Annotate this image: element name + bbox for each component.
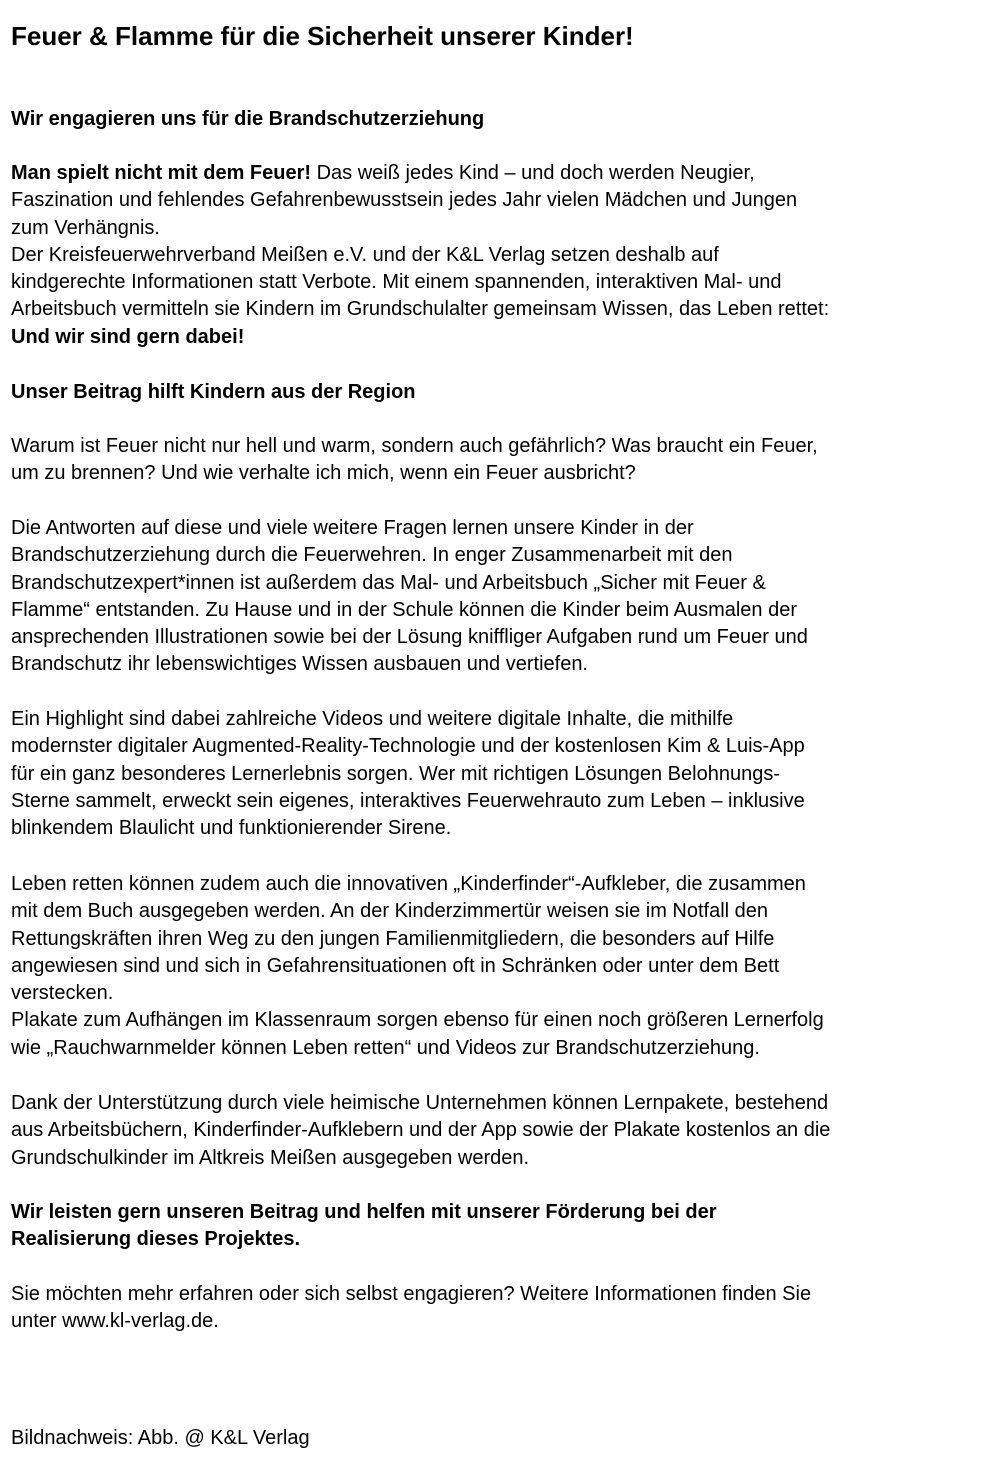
text-line: Die Antworten auf diese und viele weitere Fragen lernen unsere Kinder in der [11, 517, 694, 539]
closing-statement [11, 1199, 996, 1254]
intro-lead-bold: Man spielt nicht mit dem Feuer! [11, 162, 312, 184]
intro-line-3: zum Verhängnis. [11, 216, 160, 239]
paragraph-answers [11, 515, 996, 679]
text-line: Sterne sammelt, erweckt sein eigenes, interaktives Feuerwehrauto zum Leben – inklusive [11, 789, 805, 812]
text-line: Brandschutzerziehung durch die Feuerwehren. In enger Zusammenarbeit mit den [11, 544, 733, 567]
intro-paragraph [11, 160, 996, 351]
text-line: Brandschutzexpert*innen ist außerdem das Mal- und Arbeitsbuch „Sicher mit Feuer & [11, 571, 766, 594]
text-line: um zu brennen? Und wie verhalte ich mich, wenn ein Feuer ausbricht? [11, 462, 636, 485]
paragraph-highlight [11, 706, 996, 842]
section-heading-region: Unser Beitrag hilft Kindern aus der Region [11, 381, 416, 403]
paragraph-questions [11, 433, 996, 488]
text-line: Dank der Unterstützung durch viele heimische Unternehmen können Lernpakete, bestehend [11, 1092, 829, 1114]
paragraph-support [11, 1090, 996, 1172]
text-line: ansprechenden Illustrationen sowie bei der Lösung kniffliger Aufgaben rund um Feuer und [11, 626, 808, 649]
text-line: für ein ganz besonderes Lernerlebnis sorgen. Wer mit richtigen Lösungen Belohnungs- [11, 762, 780, 785]
page-title: Feuer & Flamme für die Sicherheit unserer Kinder! [11, 21, 634, 51]
intro-line-5: kindgerechte Informationen statt Verbote. Mit einem spannenden, interaktiven Mal- und [11, 271, 782, 294]
text-line: unter www.kl-verlag.de. [11, 1310, 219, 1333]
text-line: Grundschulkinder im Altkreis Meißen ausgegeben werden. [11, 1146, 530, 1169]
text-line: modernster digitaler Augmented-Reality-Technologie und der kostenlosen Kim & Luis-App [11, 735, 805, 758]
section-heading-brandschutz: Wir engagieren uns für die Brandschutzerziehung [11, 108, 485, 130]
intro-closing-bold: Und wir sind gern dabei! [11, 325, 245, 348]
intro-line-4: Der Kreisfeuerwehrverband Meißen e.V. und der K&L Verlag setzen deshalb auf [11, 243, 719, 266]
text-line: Realisierung dieses Projektes. [11, 1228, 301, 1251]
text-line: wie „Rauchwarnmelder können Leben retten“ und Videos zur Brandschutzerziehung. [11, 1036, 760, 1059]
text-line: Rettungskräften ihren Weg zu den jungen Familienmitgliedern, die besonders auf Hilfe [11, 927, 775, 950]
text-line: Brandschutz ihr lebenswichtiges Wissen ausbauen und vertiefen. [11, 653, 588, 676]
intro-line-1 [11, 160, 996, 187]
text-line: Sie möchten mehr erfahren oder sich selbst engagieren? Weitere Informationen finden Sie [11, 1283, 812, 1305]
text-line: Leben retten können zudem auch die innovativen „Kinderfinder“-Aufkleber, die zusammen [11, 873, 806, 895]
image-credit: Bildnachweis: Abb. @ K&L Verlag [11, 1427, 310, 1449]
text-line: verstecken. [11, 982, 114, 1005]
text-line: Wir leisten gern unseren Beitrag und helfen mit unserer Förderung bei der [11, 1201, 717, 1223]
paragraph-stickers [11, 871, 996, 1062]
text-line: angewiesen sind und sich in Gefahrensituationen oft in Schränken oder unter dem Bett [11, 954, 780, 977]
text-line: Warum ist Feuer nicht nur hell und warm, sondern auch gefährlich? Was braucht ein Feuer, [11, 435, 818, 457]
paragraph-info [11, 1281, 996, 1336]
text-line: mit dem Buch ausgegeben werden. An der Kinderzimmertür weisen sie im Notfall den [11, 900, 769, 923]
intro-line-2: Faszination und fehlendes Gefahrenbewusstsein jedes Jahr vielen Mädchen und Jungen [11, 189, 798, 212]
text-line: Plakate zum Aufhängen im Klassenraum sorgen ebenso für einen noch größeren Lernerfolg [11, 1009, 824, 1032]
intro-lead-rest: Das weiß jedes Kind – und doch werden Neugier, [311, 162, 755, 184]
text-line: Ein Highlight sind dabei zahlreiche Videos und weitere digitale Inhalte, die mithilfe [11, 708, 734, 730]
text-line: Flamme“ entstanden. Zu Hause und in der Schule können die Kinder beim Ausmalen der [11, 598, 798, 621]
text-line: aus Arbeitsbüchern, Kinderfinder-Aufklebern und der App sowie der Plakate kostenlos an die [11, 1119, 831, 1142]
intro-line-6: Arbeitsbuch vermitteln sie Kindern im Grundschulalter gemeinsam Wissen, das Leben rettet: [11, 298, 830, 321]
text-line: blinkendem Blaulicht und funktionierender Sirene. [11, 817, 452, 840]
